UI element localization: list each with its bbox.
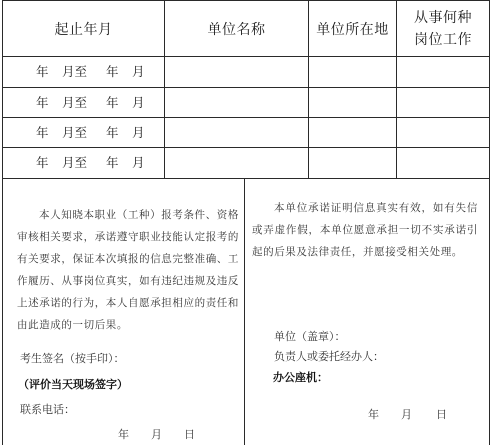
date-month-label: 月 xyxy=(401,408,412,421)
phone-label: 联系电话： xyxy=(20,403,75,416)
header-employer-location xyxy=(309,1,396,56)
date-year-label: 年 xyxy=(368,408,379,421)
location-cell-row-3[interactable] xyxy=(309,118,396,147)
month-label: 月 xyxy=(132,95,145,110)
year-label: 年 xyxy=(36,95,49,110)
month-label: 月 xyxy=(132,155,145,170)
position-cell-row-4[interactable] xyxy=(397,148,489,178)
period-cell-row-1[interactable] xyxy=(12,57,164,87)
position-cell-row-2[interactable] xyxy=(397,88,489,117)
applicant-declaration-text: 本人知晓本职业（工种）报考条件、资格审核相关要求，承诺遵守职业技能认定报考的有关要求，保证本次填报的信息完整准确、工作履历、从事岗位真实，如有违纪违规及违反上述承诺的行为，本人自愿承担相应的责任和由此造成的一切后果。 xyxy=(17,209,239,331)
month-label: 月 xyxy=(132,125,145,140)
responsible-person-label: 负责人或委托经办人： xyxy=(274,350,384,363)
location-cell-row-2[interactable] xyxy=(309,88,396,117)
header-employer xyxy=(165,1,308,56)
month-to-label: 月至 xyxy=(62,155,88,170)
office-phone-label: 办公座机： xyxy=(273,371,328,384)
signature-note: （评价当天现场签字） xyxy=(18,378,128,391)
location-cell-row-1[interactable] xyxy=(309,57,396,87)
header-position-line2: 岗位工作 xyxy=(414,31,472,48)
period-cell-row-4[interactable] xyxy=(12,148,164,178)
unit-seal-label: 单位（盖章）： xyxy=(274,330,346,343)
header-position xyxy=(397,1,489,56)
year-end-label: 年 xyxy=(106,64,119,79)
month-to-label: 月至 xyxy=(62,125,88,140)
year-label: 年 xyxy=(36,125,49,140)
year-end-label: 年 xyxy=(106,125,119,140)
month-label: 月 xyxy=(132,64,145,79)
date-day-label: 日 xyxy=(184,428,195,441)
employer-certification-text: 本单位承诺证明信息真实有效，如有失信或弄虚作假，本单位愿意承担一切不实承诺引起的后果及法律责任，并愿接受相关处理。 xyxy=(252,202,478,258)
date-month-label: 月 xyxy=(151,428,162,441)
header-period xyxy=(3,1,164,56)
year-label: 年 xyxy=(36,155,49,170)
employer-cell-row-4[interactable] xyxy=(165,148,308,178)
month-to-label: 月至 xyxy=(62,95,88,110)
header-position-line1: 从事何种 xyxy=(414,9,472,26)
date-year-label: 年 xyxy=(118,428,129,441)
year-end-label: 年 xyxy=(106,155,119,170)
period-cell-row-2[interactable] xyxy=(12,88,164,118)
year-label: 年 xyxy=(36,64,49,79)
header-employer-label: 单位名称 xyxy=(207,21,266,38)
date-day-label: 日 xyxy=(436,408,447,421)
location-cell-row-4[interactable] xyxy=(309,148,396,178)
header-employer-location-label: 单位所在地 xyxy=(316,21,389,38)
position-cell-row-3[interactable] xyxy=(397,118,489,147)
period-cell-row-3[interactable] xyxy=(12,118,164,148)
year-end-label: 年 xyxy=(106,95,119,110)
employer-cell-row-2[interactable] xyxy=(165,88,308,117)
position-cell-row-1[interactable] xyxy=(397,57,489,87)
employer-cell-row-1[interactable] xyxy=(165,57,308,87)
header-period-label: 起止年月 xyxy=(54,21,113,38)
signature-label: 考生签名（按手印）： xyxy=(20,352,125,365)
month-to-label: 月至 xyxy=(62,64,88,79)
employer-cell-row-3[interactable] xyxy=(165,118,308,147)
